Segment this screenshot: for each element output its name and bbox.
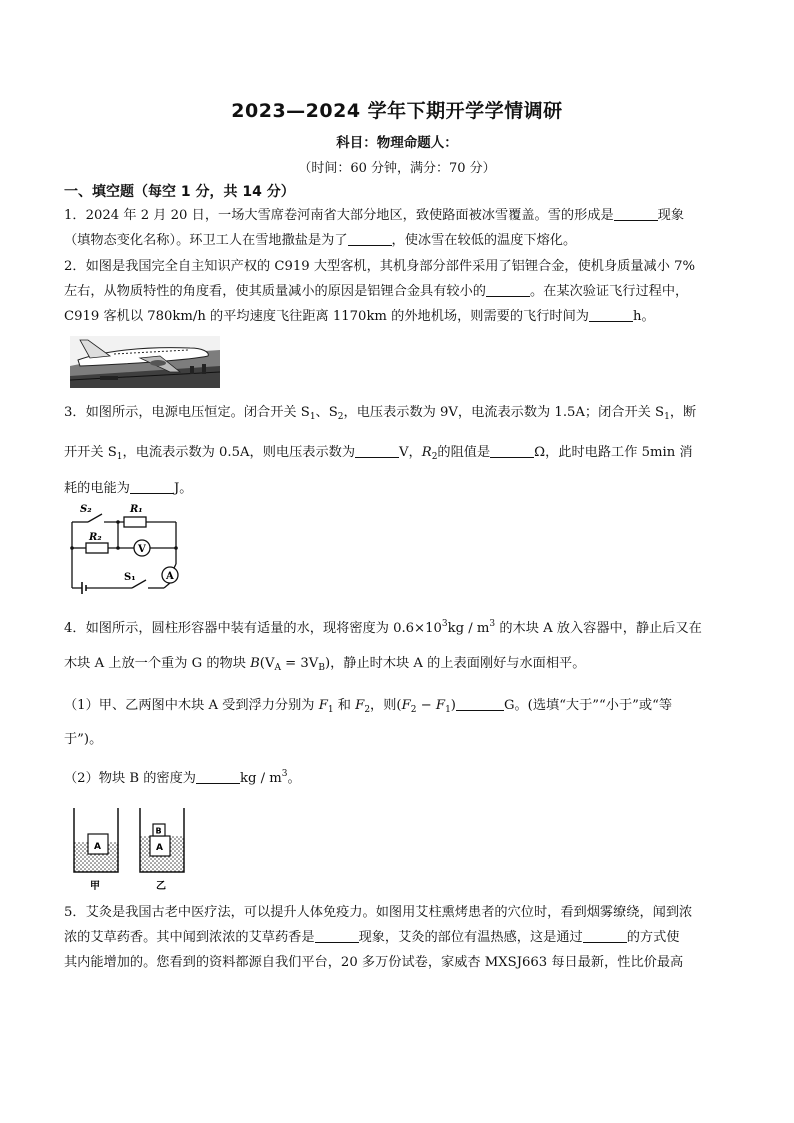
answer-blank[interactable]	[196, 769, 240, 784]
q3-text: J。	[173, 481, 193, 496]
subscript: 1	[445, 705, 451, 715]
q1-line2	[64, 231, 576, 251]
q2-text: 左右，从物质特性的角度看，使其质量减小的原因是铝锂合金具有较小的	[64, 284, 486, 299]
var-f: F	[401, 698, 411, 713]
answer-blank[interactable]	[348, 231, 392, 246]
voltmeter-label: V	[138, 544, 146, 555]
q4-text: 。	[287, 771, 301, 786]
q1-text: 现象	[657, 208, 685, 223]
q3-text: 的阻值是	[437, 445, 491, 460]
q4-text: 和	[333, 698, 356, 713]
q1-text: 1．2024 年 2 月 20 日，一场大雪席卷河南省大部分地区，致使路面被冰雪覆盖。雪的形成是	[64, 208, 614, 223]
q4-text: （1）甲、乙两图中木块 A 受到浮力分别为	[64, 698, 319, 713]
q1-text: ，使冰雪在较低的温度下熔化。	[391, 233, 577, 248]
q4-text: ，则(	[370, 698, 402, 713]
subscript: 2	[364, 705, 371, 715]
answer-blank[interactable]	[355, 443, 399, 458]
q5-text: 其内能增加的。您看到的资料都源自我们平台，20 多万份试卷，家威杏 MXSJ663 每日最新，性比价最高	[64, 955, 684, 970]
q3-text: ，电压表示数为 9V，电流表示数为 1.5A；闭合开关 S	[343, 405, 665, 420]
subscript: 1	[327, 705, 334, 715]
q5-line1	[64, 903, 692, 923]
var-f: F	[318, 698, 328, 713]
s1-label: S₁	[124, 572, 136, 583]
q2-line1	[64, 257, 695, 277]
circuit-diagram	[64, 500, 184, 596]
q4-line1	[64, 614, 702, 639]
q4-text: 的木块 A 放入容器中，静止后又在	[495, 621, 702, 636]
q2-text: 。在某次验证飞行过程中，	[530, 284, 689, 299]
figure-jia-label: 甲	[90, 881, 100, 892]
q4-text: (V	[259, 656, 275, 671]
figure-yi-label: 乙	[156, 881, 166, 892]
subject-line: 科目：物理命题人：	[336, 135, 458, 151]
q4-text: ，静止时木块 A 的上表面刚好与水面相平。	[330, 656, 586, 671]
q4-line3	[64, 696, 672, 720]
var-f: F	[355, 698, 365, 713]
q2-text: h。	[632, 309, 655, 324]
q4-line5	[64, 764, 301, 789]
q3-text: ，断	[669, 405, 697, 420]
q3-text: V，	[399, 445, 422, 460]
q3-text: 、S	[315, 405, 338, 420]
var-b: B	[250, 656, 260, 671]
q3-text: 3．如图所示，电源电压恒定。闭合开关 S	[64, 405, 310, 420]
q4-text: )	[450, 698, 456, 713]
r2-label: R₂	[89, 532, 102, 543]
answer-blank[interactable]	[486, 282, 530, 297]
block-b-label: B	[155, 826, 162, 836]
subscript: 1	[664, 412, 670, 422]
q3-text: 开开关 S	[64, 445, 117, 460]
block-a-label: A	[156, 843, 163, 853]
time-line: （时间：60 分钟，满分：70 分）	[298, 161, 496, 176]
r2-symbol: R	[421, 445, 432, 460]
q3-line1	[64, 403, 696, 427]
q5-text: 5．艾灸是我国古老中医疗法，可以提升人体免疫力。如图用艾柱熏烤患者的穴位时，看到烟雾缭绕，闻到浓	[64, 905, 693, 920]
q4-text: （2）物块 B 的密度为	[64, 771, 196, 786]
q2-text: C919 客机以 780km/h 的平均速度飞往距离 1170km 的外地机场，则需要的飞行时间为	[64, 309, 589, 324]
answer-blank[interactable]	[614, 206, 658, 221]
section-heading: 一、填空题（每空 1 分，共 14 分）	[64, 184, 295, 200]
q2-line2	[64, 282, 688, 302]
page-title: 2023—2024 学年下期开学学情调研	[231, 100, 563, 122]
buoyancy-figure	[66, 806, 194, 892]
q4-text: = 3V	[280, 656, 319, 671]
q4-text: −	[416, 698, 436, 713]
answer-blank[interactable]	[589, 307, 633, 322]
q4-line2	[64, 654, 585, 678]
s2-label: S₂	[80, 504, 92, 515]
q3-text: 耗的电能为	[64, 481, 130, 496]
subscript: 2	[410, 705, 417, 715]
q5-text: 现象，艾灸的部位有温热感，这是通过	[358, 930, 583, 945]
ammeter-label: A	[166, 571, 174, 582]
q4-text: kg / m	[239, 771, 282, 786]
q4-text: 4．如图所示，圆柱形容器中装有适量的水，现将密度为 0.6×10	[64, 621, 442, 636]
q2-line3	[64, 307, 655, 327]
answer-blank[interactable]	[583, 928, 627, 943]
q5-text: 浓的艾草药香。其中闻到浓浓的艾草药香是	[64, 930, 315, 945]
q5-line3	[64, 953, 683, 973]
answer-blank[interactable]	[315, 928, 359, 943]
q1-line1	[64, 206, 684, 226]
answer-blank[interactable]	[490, 443, 534, 458]
superscript: 3	[281, 769, 288, 779]
r1-label: R₁	[130, 504, 143, 515]
subscript: 2	[431, 452, 438, 462]
superscript: 3	[489, 619, 496, 629]
block-a-label: A	[94, 842, 101, 852]
var-f: F	[435, 698, 446, 713]
q3-text: ，电流表示数为 0.5A，则电压表示数为	[122, 445, 356, 460]
q1-text: （填物态变化名称）。环卫工人在雪地撒盐是为了	[64, 233, 348, 248]
subscript: A	[274, 663, 281, 673]
superscript: 3	[441, 619, 448, 629]
q4-text: 木块 A 上放一个重为 G 的物块	[64, 656, 251, 671]
subscript: B	[318, 663, 325, 673]
q3-line3	[64, 479, 192, 499]
q4-text: G。(选填“大于”“小于”或“等	[503, 698, 673, 713]
answer-blank[interactable]	[130, 479, 174, 494]
airplane-figure	[70, 336, 220, 388]
q2-text: 2．如图是我国完全自主知识产权的 C919 大型客机，其机身部分部件采用了铝锂合金，使机身质量减小 7%	[64, 259, 696, 274]
q3-line2	[64, 443, 693, 467]
q4-text: kg / m	[447, 621, 490, 636]
subscript: 2	[337, 412, 344, 422]
q5-text: 的方式使	[626, 930, 680, 945]
subscript: 1	[116, 452, 123, 462]
q4-text: 于”)。	[64, 732, 103, 747]
answer-blank[interactable]	[456, 696, 504, 711]
subscript: 1	[309, 412, 316, 422]
q4-line4	[64, 730, 102, 750]
q5-line2	[64, 928, 680, 948]
q3-text: Ω，此时电路工作 5min 消	[534, 445, 693, 460]
q4-text: )	[324, 656, 331, 671]
